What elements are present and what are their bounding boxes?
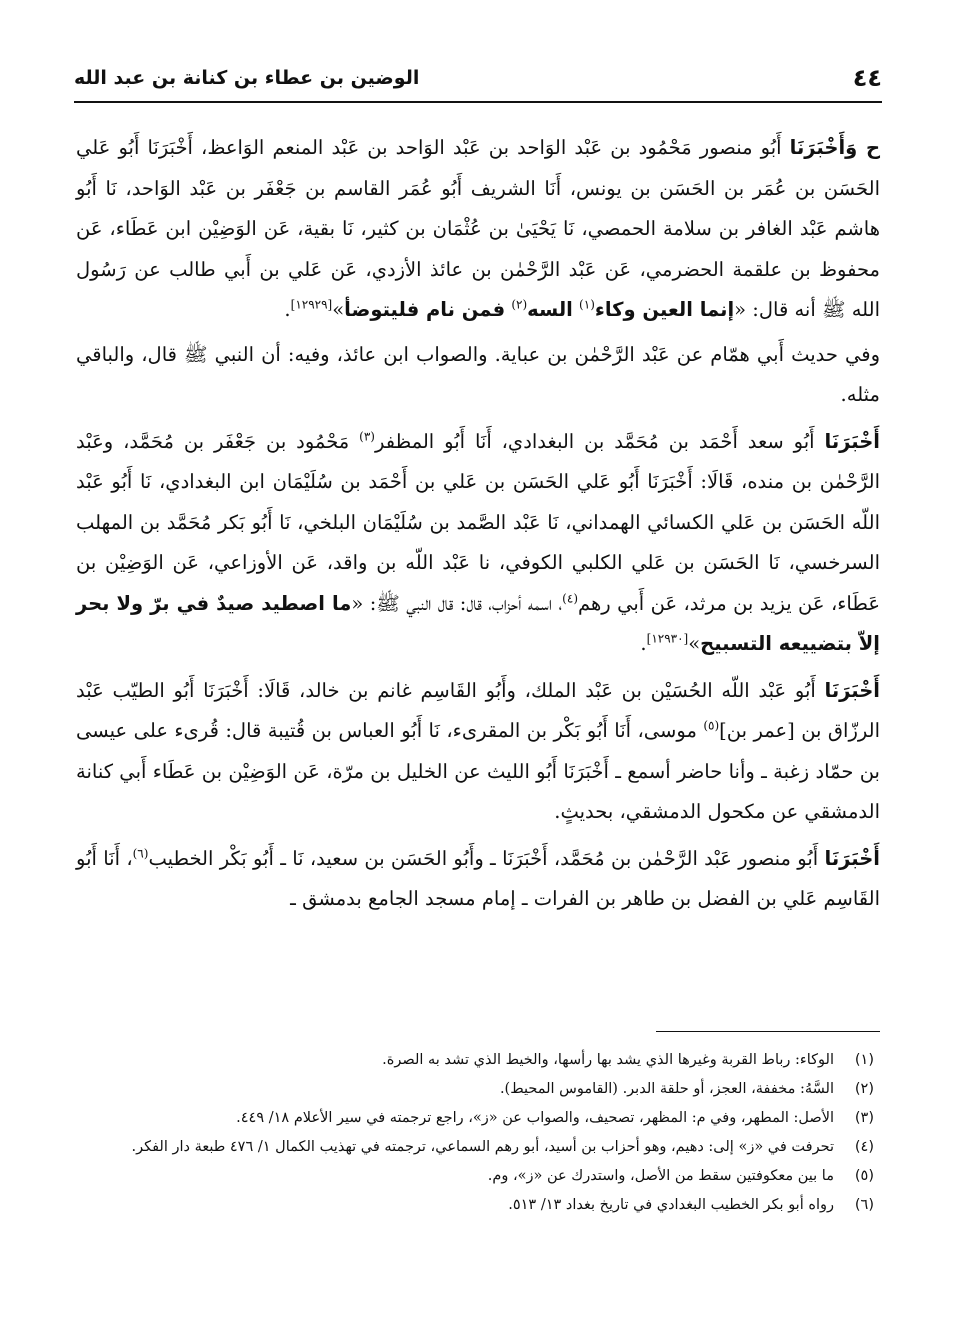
isnad-text: موسى، أَنَا أَبُو بَكْر بن المقرىء، نَا أَبُو العباس بن قُتيبة قال: قُرىء على عيسى بن حمّاد زغبة ـ وأنا حاضر أسمع ـ أَخْبَرَنَا أَبُو الليث عن الخليل بن مرّة، عَن الوَضِيْن بن عَطَاء أَبي كنانة الدمشقي عن مكحول الدمشقي، بحديثٍ. [76,719,880,823]
footnote-5 [76,1162,874,1191]
footnote-ref: (٣) [359,429,375,443]
paragraph-2: وفي حديث أَبي همّام عن عَبْد الرَّحْمٰن بن عباية. والصواب ابن عائذ، وفيه: أن النبي ﷺ قال، والباقي مثله. [76,342,880,406]
footnote-2 [76,1075,874,1104]
page-header [74,58,882,98]
isnad-text: أَبُو عَبْد اللّه الحُسَيْن بن عَبْد الملك، وأَبُو القَاسِم غانم بن خالد، قَالَا: أَخْبَرَنَا أَبُو الطيّب عَبْد الرزّاق بن [عمر بن] [76,678,880,742]
isnad-text: أَبُو منصور عَبْد الرَّحْمٰن بن مُحَمَّد، أَخْبَرَنَا ـ وأَبُو الحَسَن بن سعيد، نَا ـ أَبُو بَكْر الخطيب [148,846,819,870]
footnote-text: الأصل: المطهر، وفي م: المظهر، تصحيف، والصواب عن «ز»، راجع ترجمته في سير الأعلام ١٨/ ٤٤٩. [236,1110,834,1126]
paragraph-1 [76,128,880,331]
footnote-ref: (٤) [562,591,578,605]
isnad-text: ، اسمه أحزاب، قال: قال النبي ﷺ: « [351,591,563,615]
footnote-number: (٢) [854,1081,874,1097]
footnote-ref: (١) [579,297,595,312]
main-text [76,128,880,926]
paragraph-5 [76,839,880,920]
footnote-4 [76,1133,874,1162]
hadith-text: فمن نام فليتوضأ [344,298,506,321]
footnote-separator [656,1031,880,1032]
footnote-1 [76,1046,874,1075]
paragraph-lead: أَخْبَرَنَا [824,429,880,453]
footnote-text: السَّهُ: مخففة، العجز، أو حلقة الدبر. (القاموس المحيط). [499,1081,834,1097]
footnote-text: تحرفت في «ز» إلى: دهيم، وهو أحزاب بن أسيد، أبو رهم السماعي، ترجمته في تهذيب الكمال ١/ ٤٧٦ طبعة دار الفكر. [131,1139,834,1155]
paragraph-lead: أَخْبَرَنَا [824,846,880,870]
footnote-number: (١) [854,1052,874,1068]
footnote-number: (٣) [854,1110,874,1126]
footnotes [76,1046,874,1220]
footnote-ref: (٢) [511,297,528,312]
footnote-6 [76,1191,874,1220]
running-title: الوضين بن عطاء بن كنانة بن عبد الله [74,67,420,89]
footnote-ref: (٥) [703,718,720,733]
footnote-number: (٤) [854,1139,874,1155]
isnad-text: مَحْمُود بن جَعْفَر بن مُحَمَّد، وعَبْد الرَّحْمٰن بن منده، قَالَا: أَخْبَرَنَا أَبُو عَلي الحَسَن بن عَلي بن أَحْمَد بن سُلَيْمَان ابن البغدادي، نَا أَبُو عَبْد اللّه الحَسَن بن عَلي الكسائي الهمداني، نَا عَبْد الصَّمد بن سُلَيْمَان البلخي، نَا أَبُو بَكر مُحَمَّد بن المهلب السرخسي، نَا الحَسَن بن عَلي الكلبي الكوفي، نا عَبْد اللّه بن واقد، عَن الأوزاعي، عَن الوَضِيْن بن عَطَاء، عَن يزيد بن مرثد، عَن أَبي رهم [76,429,880,615]
period: . [284,298,291,321]
paragraph-lead: ح وَأَخْبَرَنَا [789,136,880,159]
hadith-text: السه [527,298,573,321]
quote-close: » [332,298,345,321]
period: . [640,632,647,655]
isnad-text: أَبُو منصور مَحْمُود بن عَبْد الوَاحد بن عَبْد الوَاحد بن عَبْد المنعم الوَاعظ، أَخْبَرَنَا أَبُو عَلي الحَسَن بن عُمَر بن الحَسَن بن يونس، أَنَا الشريف أَبُو عُمَر القاسم بن جَعْفَر بن عَبْد الوَاحد، نَا أَبُو هاشم عَبْد الغافر بن سلامة الحمصي، نَا يَحْيَىٰ بن عُثْمَان بن كثير، نَا بقية، عَن الوَضِيْن ابن عَطَاء، عَن محفوظ بن علقمة الحضرمي، عَن عَبْد الرَّحْمٰن بن عائذ الأزدي، عَن عَلي بن أَبي طالب عن رَسُول الله ﷺ أنه قال: « [76,136,880,321]
footnote-text: رواه أبو بكر الخطيب البغدادي في تاريخ بغداد ١٣/ ٥١٣. [508,1197,834,1213]
paragraph-3 [76,422,880,665]
footnote-text: الوكاء: رباط القربة وغيرها الذي يشد بها رأسها، والخيط الذي تشد به الصرة. [382,1052,834,1068]
hadith-text: ما اصطيد صيدٌ في برّ ولا بحر إلاّ بتضييعه التسبيح [76,591,880,655]
hadith-number: [١٢٩٢٩] [290,297,333,312]
footnote-text: ما بين معكوفتين سقط من الأصل، واستدرك عن «ز»، وم. [487,1168,834,1184]
hadith-number: [١٢٩٣٠] [646,631,689,646]
footnote-number: (٥) [854,1168,874,1184]
footnote-3 [76,1104,874,1133]
isnad-text: ، أَنَا أَبُو القَاسِم عَلي بن الفضل بن طاهر بن الفرات ـ إمام مسجد الجامع بدمشق ـ [76,846,880,910]
paragraph-lead: أَخْبَرَنَا [824,678,880,702]
isnad-text: أَبُو سعد أَحْمَد بن مُحَمَّد بن البغدادي، أَنَا أَبُو المظفر [374,429,815,453]
footnote-number: (٦) [854,1197,874,1213]
quote-close: » [688,632,701,655]
page-number: ٤٤ [852,64,882,92]
header-rule [74,101,882,103]
footnote-ref: (٦) [132,846,149,860]
paragraph-4 [76,671,880,833]
hadith-text: إنما العين وكاء [594,298,735,321]
